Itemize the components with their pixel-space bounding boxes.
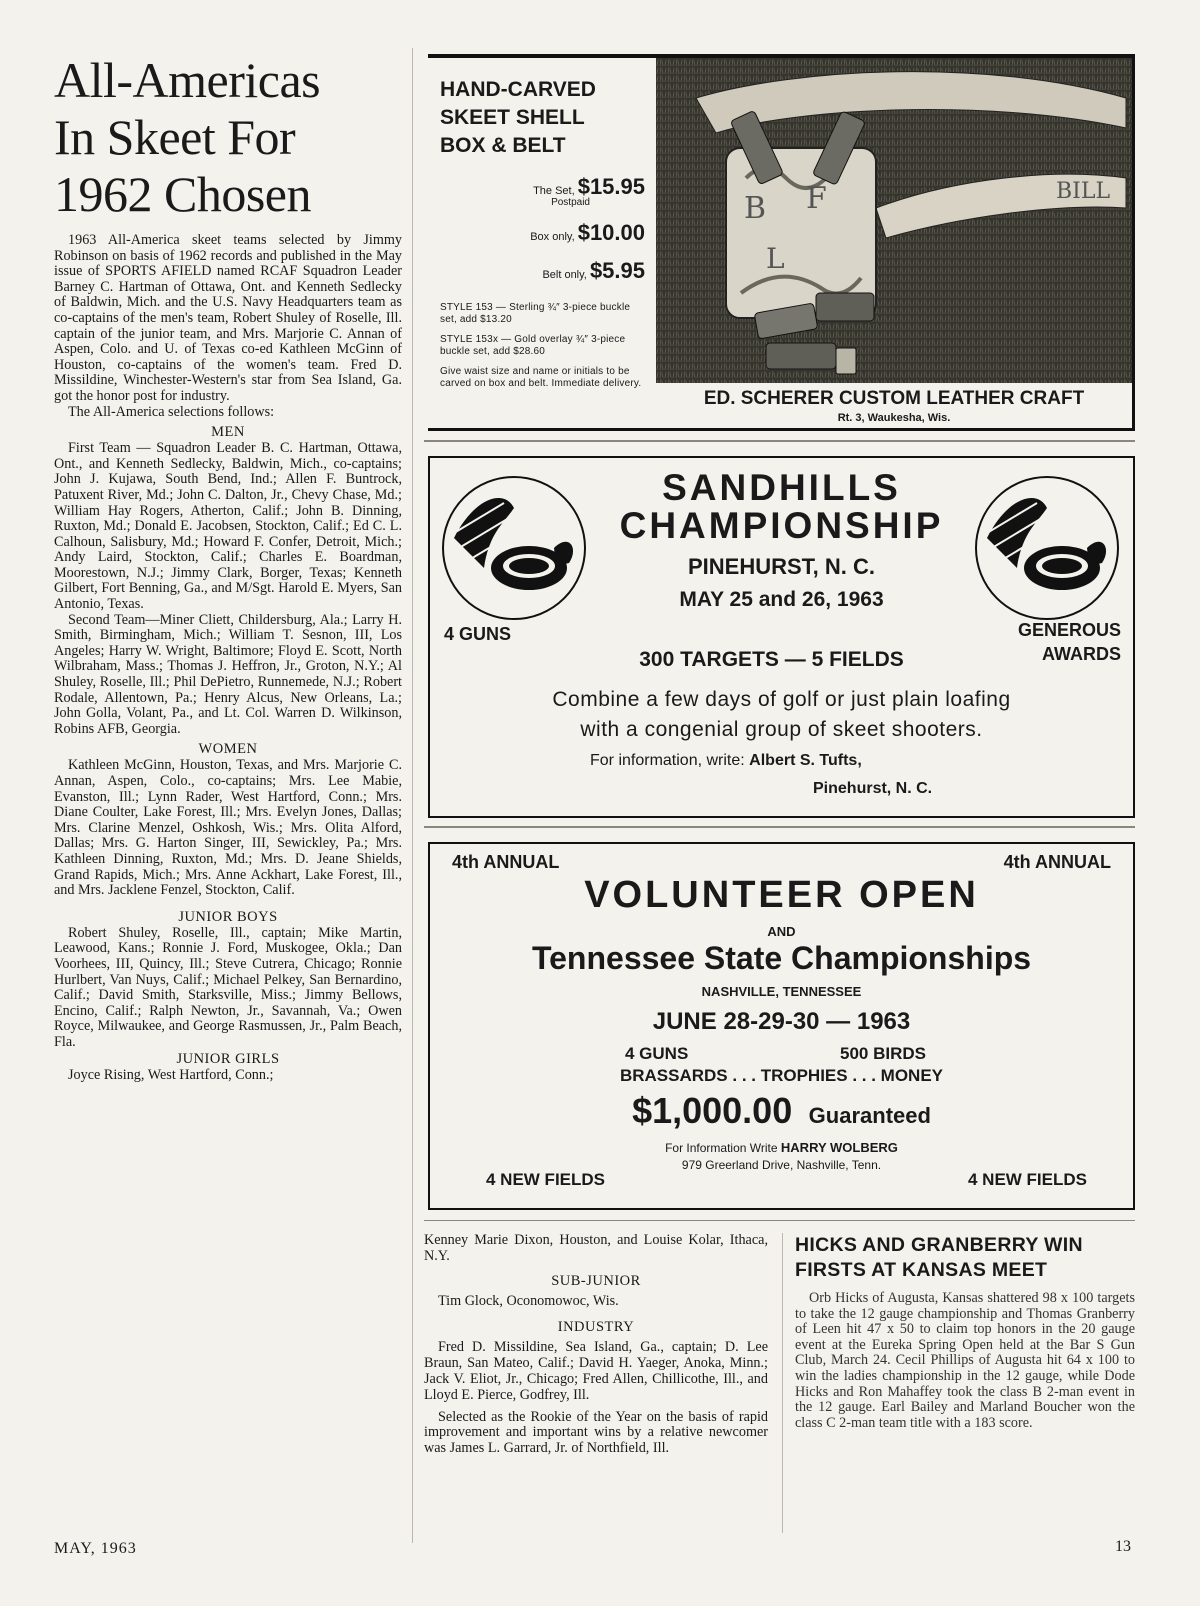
belt-price: $5.95	[589, 258, 645, 283]
annual-left: 4th ANNUAL	[452, 852, 560, 872]
box-price-row	[440, 220, 645, 246]
awards-line-1: GENEROUS	[1017, 620, 1121, 640]
sandhills-title: SANDHILLS	[662, 467, 901, 508]
box-price-label: Box only,	[530, 231, 575, 243]
company-name: ED. SCHERER CUSTOM LEATHER CRAFT	[703, 388, 1085, 409]
set-price: $15.95	[577, 174, 645, 199]
sandhills-tagline-2: with a congenial group of skeet shooters.	[580, 718, 983, 741]
article-column	[54, 52, 402, 1083]
article-continuation	[424, 1233, 768, 1457]
rookie-of-year: Selected as the Rookie of the Year on the basis of rapid improvement and important wins by a relative newcomer was James L. Garrard, Jr. of Northfield, Ill.	[424, 1408, 768, 1457]
headline-line: HICKS AND GRANBERRY WIN	[795, 1234, 1083, 1256]
company-address: Rt. 3, Waukesha, Wis.	[837, 412, 951, 424]
svg-text:B: B	[744, 191, 767, 226]
sub-junior-team: Tim Glock, Oconomowoc, Wis.	[438, 1292, 619, 1309]
section-rule	[424, 1220, 1135, 1221]
sandhills-targets: 300 TARGETS — 5 FIELDS	[639, 648, 904, 671]
men-second-team: Second Team—Miner Cliett, Childersburg, Ala.; Larry H. Smith, Birmingham, Mich.; William T. Sesnon, III, Los Angeles; Harry W. Wright, Baltimore; Floyd E. Scott, North Wilbraham, Mass.; Thomas J. Heffron, Jr., Groton, N.Y.; Al Shuley, Roselle, Ill.; Phil DePietro, Runnemede, N.J.; Robert Rodale, Allentown, Pa.; Henry Alcus, New Orleans, La.; John Golla, Volant, Pa., and Lt. Col. Warren D. Wilkinson, Robins AFB, Georgia.	[54, 611, 402, 737]
postpaid-label: Postpaid	[551, 197, 590, 208]
annual-right: 4th ANNUAL	[1003, 852, 1111, 872]
contact-name: HARRY WOLBERG	[780, 1140, 898, 1155]
prize-money	[430, 1090, 1133, 1132]
awards-line-2: AWARDS	[1041, 644, 1121, 664]
tennessee-title: Tennessee State Championships	[531, 940, 1032, 976]
junior-boys-heading: JUNIOR BOYS	[178, 908, 278, 925]
sandhills-ad	[428, 456, 1135, 818]
fields-left: 4 NEW FIELDS	[486, 1170, 606, 1189]
men-first-team: First Team — Squadron Leader B. C. Hartman, Ottawa, Ont., and Kenneth Sedlecky, Baldwin, Mich., co-captains; John J. Kujawa, South Bend, Ind.; Allen F. Buntrock, Patuxent River, Md.; John C. Dalton, Jr., Chevy Chase, Md.; William Hay Rogers, Atherton, Calif.; John B. Dinning, Ruxton, Md.; Donald E. Jacobsen, Stockton, Calif.; Ed C. L. Calhoun, Salisbury, Md.; Howard F. Confer, Detroit, Mich.; Andy Laird, Stockton, Calif.; Charles E. Boardman, Moorestown, N.J.; Jimmy Clark, Borger, Texas; Kenneth Gilbert, Fort Benning, Ga., and M/Sgt. Harold E. Myers, San Antonio, Texas.	[54, 440, 402, 613]
women-heading: WOMEN	[198, 741, 258, 758]
headline-line: 1962 Chosen	[54, 166, 311, 222]
and-label: AND	[767, 924, 796, 939]
title-line: BOX & BELT	[440, 134, 566, 157]
shell-box-photo	[656, 58, 1132, 383]
column-divider	[412, 48, 413, 1543]
volunteer-birds: 500 BIRDS	[840, 1044, 926, 1063]
prize-amount: $1,000.00	[632, 1090, 793, 1131]
set-price-label: The Set,	[533, 185, 575, 197]
headline-line: FIRSTS AT KANSAS MEET	[795, 1259, 1048, 1281]
sandhills-tagline-1: Combine a few days of golf or just plain loafing	[552, 688, 1011, 711]
volunteer-guns: 4 GUNS	[625, 1044, 689, 1063]
svg-text:F: F	[806, 181, 827, 216]
kansas-body: Orb Hicks of Augusta, Kansas shattered 98 x 100 targets to take the 12 gauge championship and Thomas Granberry of Leen hit 47 x 50 to claim top honors in the 20 gauge event at the Eureka Spring Open held at the Bar S Gun Club, March 24. Cecil Phillips of Augusta hit 64 x 100 to win the ladies championship in the 12 gauge, while Dode Hicks and Ron Mahaffey took the class B 2-man event in the 12 gauge. Earl Bailey and Marland Boucher won the class C 2-man team title with a 183 score.	[795, 1290, 1135, 1431]
kansas-headline	[795, 1233, 1135, 1283]
volunteer-title: VOLUNTEER OPEN	[584, 874, 979, 916]
section-rule	[424, 826, 1135, 828]
women-team: Kathleen McGinn, Houston, Texas, and Mrs. Marjorie C. Annan, Aspen, Colo., co-captains; Mrs. Lee Mabie, Evanston, Ill.; Lynn Rader, West Hartford, Conn.; Mrs. Diane Coulter, Lake Forest, Ill.; Mrs. Evelyn Jones, Dallas; Mrs. Clarine Menzel, Oshkosh, Wis.; Mrs. Olita Alford, Dallas; Mrs. G. Harton Singer, III, Sewickley, Pa.; Mrs. Kathleen Dinning, Ruxton, Md.; Mrs. D. Jeane Shields, Grand Rapids, Mich.; Mrs. Anne Ackhart, Lake Forest, Ill., and Mrs. Jacklene Fenzel, Stockton, Calif.	[54, 757, 402, 899]
style-153x-note: STYLE 153x — Gold overlay ¾″ 3-piece buckle set, add $28.60	[440, 334, 626, 357]
headline-line: In Skeet For	[54, 109, 296, 165]
box-price: $10.00	[577, 220, 645, 245]
volunteer-open-ad	[428, 842, 1135, 1210]
contact-place: Pinehurst, N. C.	[813, 780, 933, 797]
kansas-article	[795, 1233, 1135, 1431]
article-intro: 1963 All-America skeet teams selected by Jimmy Robinson on basis of 1962 records and published in the May issue of SPORTS AFIELD named RCAF Squadron Leader Barney C. Hartman of Ottawa, Ont. and Kenneth Sedlecky of Baldwin, Mich. and the U.S. Navy Headquarters team as co-captains of the men's team, Robert Shuley of Roselle, Ill. captain of the junior team, and Mrs. Marjorie C. Annan of Aspen, Colo. and U. of Texas co-ed Kathleen McGinn of Houston, co-captains of the women's team. Fred D. Missildine, Winchester-Western's star from Sea Island, Ga. got the honor post for industry.	[54, 232, 402, 404]
belt-price-row	[440, 258, 645, 284]
leather-ad	[428, 54, 1135, 431]
info-prefix: For Information Write	[665, 1141, 778, 1155]
section-rule	[424, 440, 1135, 442]
order-note: Give waist size and name or initials to be carved on box and belt. Immediate delivery.	[440, 366, 642, 389]
leather-company	[656, 388, 1132, 424]
page-number: 13	[1115, 1538, 1131, 1555]
sandhills-info	[590, 752, 862, 770]
sandhills-dates: MAY 25 and 26, 1963	[679, 588, 884, 611]
svg-text:L: L	[766, 242, 785, 275]
volunteer-info	[430, 1140, 1133, 1155]
shell-box-belt-illustration	[656, 58, 1132, 383]
title-line: SKEET SHELL	[440, 106, 585, 129]
leather-ad-title	[440, 76, 645, 160]
issue-date: MAY, 1963	[54, 1540, 137, 1557]
info-prefix: For information, write:	[590, 752, 745, 769]
belt-carving: BILL	[1056, 179, 1111, 204]
tennessee-city: NASHVILLE, TENNESSEE	[701, 984, 862, 999]
junior-girls-heading: JUNIOR GIRLS	[176, 1050, 280, 1067]
style-153-note: STYLE 153 — Sterling ¾″ 3-piece buckle set, add $13.20	[440, 302, 631, 325]
volunteer-prizes: BRASSARDS . . . TROPHIES . . . MONEY	[619, 1066, 944, 1085]
sandhills-location: PINEHURST, N. C.	[687, 554, 876, 579]
title-line: HAND-CARVED	[440, 78, 596, 101]
contact-name: Albert S. Tufts,	[749, 752, 862, 769]
article-headline	[54, 52, 402, 223]
contact-address: 979 Greerland Drive, Nashville, Tenn.	[681, 1158, 882, 1172]
championship-title: CHAMPIONSHIP	[619, 505, 944, 546]
junior-girls-team: Joyce Rising, West Hartford, Conn.;	[68, 1066, 274, 1083]
fields-right: 4 NEW FIELDS	[967, 1170, 1087, 1189]
article-follows: The All-America selections follows:	[68, 403, 275, 420]
industry-team: Fred D. Missildine, Sea Island, Ga., captain; D. Lee Braun, San Mateo, Calif.; David H. Yaeger, Anoka, Minn.; Jack V. Eliot, Jr., Chicago; Fred Allen, Chillicothe, Ill., and Lloyd E. Pierce, Godfrey, Ill.	[424, 1339, 768, 1403]
leather-ad-text	[440, 76, 645, 390]
volunteer-dates: JUNE 28-29-30 — 1963	[652, 1008, 911, 1035]
industry-heading: INDUSTRY	[557, 1319, 635, 1336]
junior-boys-team: Robert Shuley, Roselle, Ill., captain; Mike Martin, Leawood, Kans.; Ronnie J. Ford, Muskogee, Okla.; Dan Voorhees, III, Quincy, Ill.; Steve Cutrera, Chicago; Ronnie Hurlbert, Van Nuys, Calif.; Michael Pelkey, San Bernardino, Calif.; David Smith, Starksville, Miss.; Jimmy Bellows, Encino, Calif.; Ralph Newton, Jr., Savannah, Va.; Owen Royce, Milwaukee, and George Rasmussen, Jr., Palm Beach, Fla.	[54, 924, 402, 1050]
sub-junior-heading: SUB-JUNIOR	[551, 1272, 641, 1289]
belt-price-label: Belt only,	[542, 269, 587, 281]
men-heading: MEN	[211, 424, 245, 441]
column-divider	[782, 1233, 783, 1533]
sandhills-guns: 4 GUNS	[444, 624, 512, 644]
prize-guaranteed: Guaranteed	[808, 1103, 931, 1128]
junior-girls-continued: Kenney Marie Dixon, Houston, and Louise Kolar, Ithaca, N.Y.	[424, 1232, 768, 1264]
headline-line: All-Americas	[54, 52, 321, 108]
